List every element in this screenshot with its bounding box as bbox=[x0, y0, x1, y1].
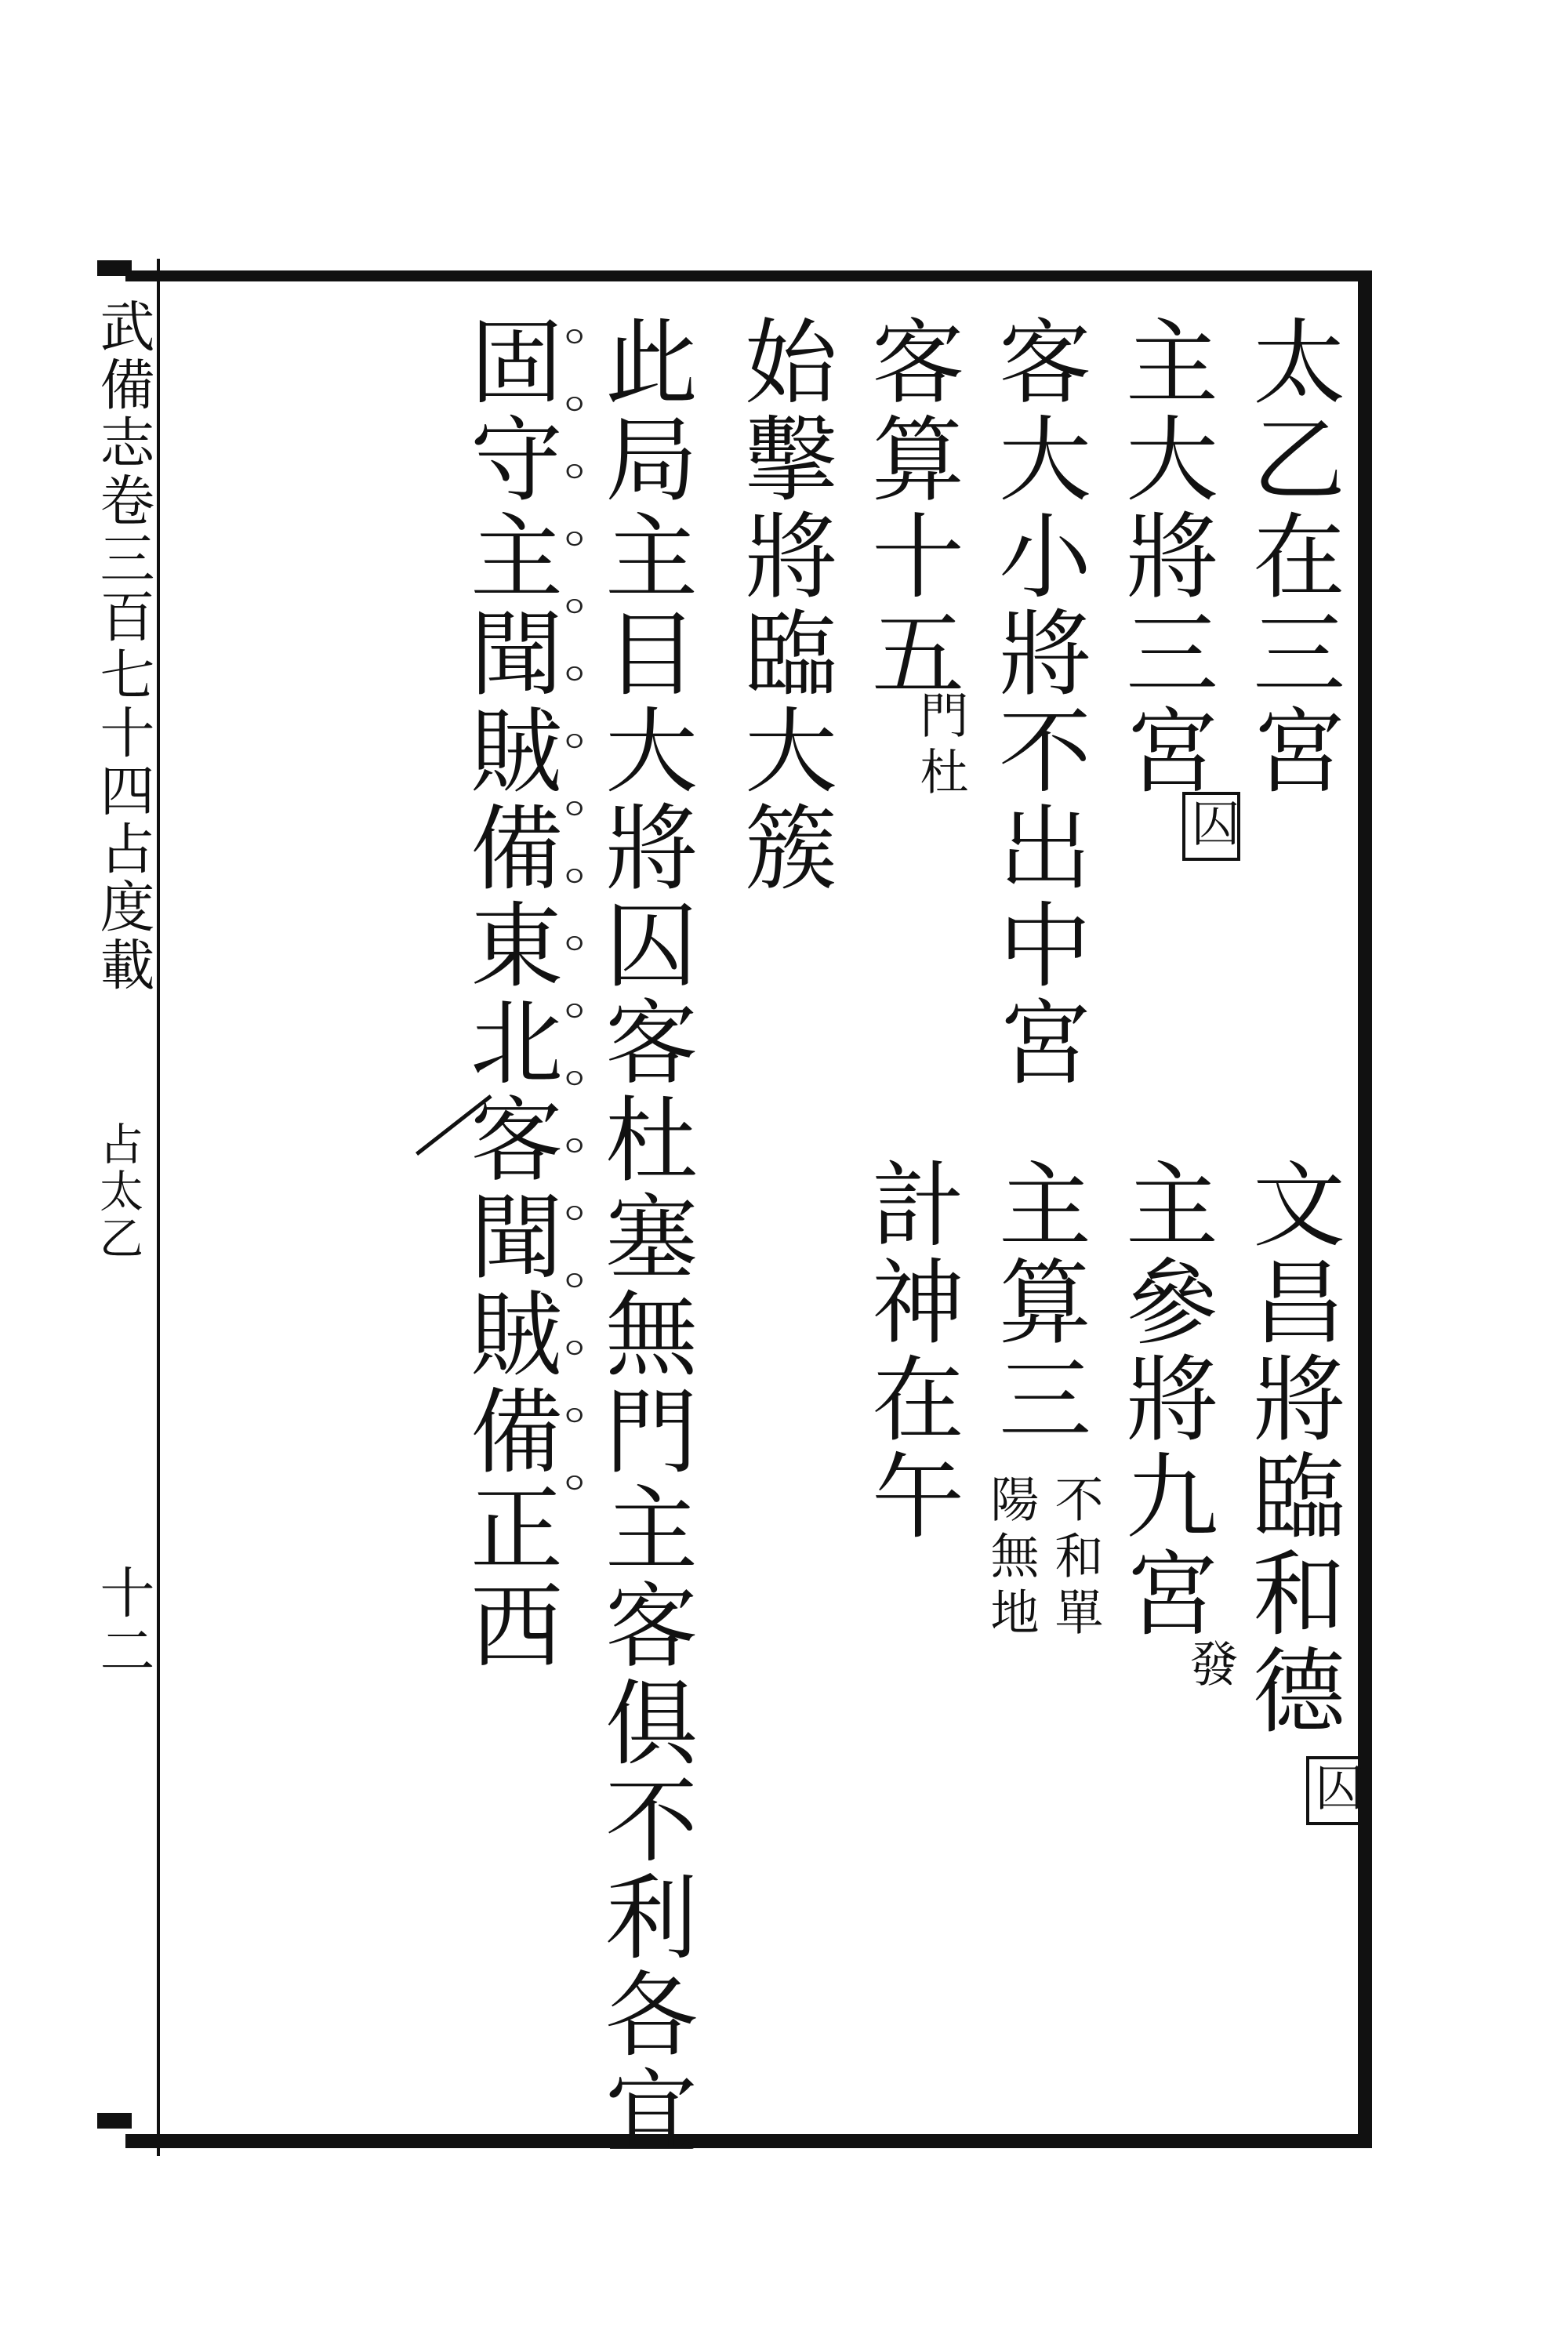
margin-leaf-number: 十二 bbox=[91, 1564, 155, 1680]
text-column-7: 固守主聞賊備東北客聞賊備正西 bbox=[455, 314, 563, 1675]
margin-section-title: 占太乙 bbox=[93, 1121, 143, 1262]
text-column-1: 太乙在三宮 bbox=[1237, 314, 1345, 800]
annotation-3b-right: 不和單 bbox=[1047, 1474, 1104, 1643]
annotation-2: 囚 bbox=[1182, 792, 1240, 861]
text-column-4b: 計神在午 bbox=[856, 1156, 964, 1545]
text-column-6: 此局主目大將囚客杜塞無門主客俱不利各宜 bbox=[590, 314, 698, 2161]
annotation-2b: 發 bbox=[1181, 1639, 1239, 1695]
annotation-1b: 囚 bbox=[1306, 1756, 1364, 1825]
text-column-4: 客算十五 bbox=[856, 314, 964, 702]
punctuation-marks-6: ㅇㅇㅇㅇㅇㅇㅇㅇㅇㅇㅇㅇㅇㅇㅇㅇㅇㅇ bbox=[554, 321, 589, 1535]
annotation-3b-left: 陽無地 bbox=[982, 1474, 1040, 1643]
text-column-2: 主大將三宮 bbox=[1110, 314, 1218, 800]
text-column-5: 始擊將臨大簇 bbox=[729, 314, 837, 897]
text-column-3: 客大小將不出中宮 bbox=[983, 314, 1091, 1091]
margin-book-title: 武備志卷三百七十四占度載 bbox=[91, 298, 155, 994]
text-column-1b: 文昌將臨和德 bbox=[1237, 1156, 1345, 1740]
annotation-4: 門杜 bbox=[912, 690, 969, 803]
text-column-2b: 主參將九宮 bbox=[1110, 1156, 1218, 1642]
text-column-3b: 主算三 bbox=[983, 1156, 1091, 1448]
